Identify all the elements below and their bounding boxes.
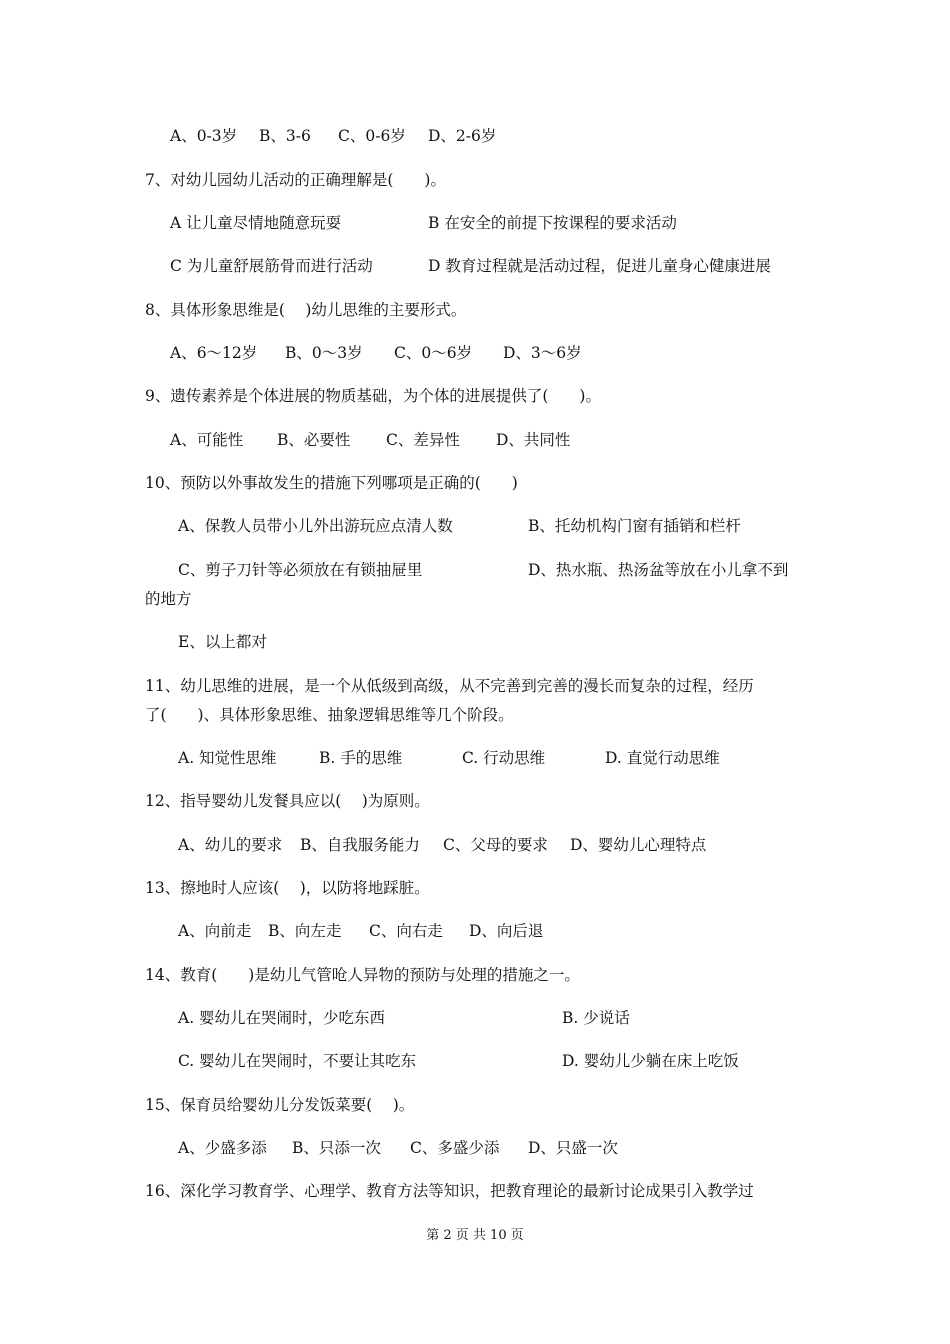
option-a: A、6～12岁 (170, 344, 258, 362)
question-text: 8、具体形象思维是( )幼儿思维的主要形式。 (145, 301, 467, 319)
option-d: D、共同性 (496, 431, 571, 449)
question-11-continued (0, 702, 950, 728)
question-text: 7、对幼儿园幼儿活动的正确理解是( )。 (145, 171, 446, 189)
question-12 (0, 788, 950, 814)
q14-options-row-1 (0, 1005, 950, 1031)
option-b: B、3-6 (259, 127, 311, 145)
option-d: D. 直觉行动思维 (605, 749, 720, 767)
q8-options (0, 340, 950, 366)
option-a: A. 知觉性思维 (178, 749, 277, 767)
option-b: B. 少说话 (562, 1009, 630, 1027)
option-c: C. 行动思维 (462, 749, 546, 767)
option-b: B、只添一次 (292, 1139, 381, 1157)
question-text: 11、幼儿思维的进展，是一个从低级到高级，从不完善到完善的漫长而复杂的过程，经历 (145, 677, 754, 695)
option-c: C、0～6岁 (394, 344, 473, 362)
option-a: A、幼儿的要求 (178, 836, 283, 854)
option-b: B、自我服务能力 (300, 836, 420, 854)
option-b: B. 手的思维 (319, 749, 403, 767)
q10-option-e (0, 629, 950, 655)
question-text: 9、遗传素养是个体进展的物质基础，为个体的进展提供了( )。 (145, 387, 601, 405)
option-d: D、只盛一次 (528, 1139, 618, 1157)
option-c: C、剪子刀针等必须放在有锁抽屉里 (178, 561, 423, 579)
question-10 (0, 470, 950, 496)
option-c: C、差异性 (386, 431, 460, 449)
q7-options-row-2 (0, 253, 950, 279)
option-d: D、向后退 (469, 922, 544, 940)
option-d: D、2-6岁 (428, 127, 497, 145)
question-7 (0, 167, 950, 193)
question-text: 12、指导婴幼儿发餐具应以( )为原则。 (145, 792, 430, 810)
question-16 (0, 1178, 950, 1204)
question-text: 13、擦地时人应该( )，以防将地踩脏。 (145, 879, 430, 897)
option-b: B、必要性 (277, 431, 351, 449)
option-d: D. 婴幼儿少躺在床上吃饭 (562, 1052, 739, 1070)
option-c: C、向右走 (369, 922, 443, 940)
option-c: C 为儿童舒展筋骨而进行活动 (170, 257, 373, 275)
option-b: B、0～3岁 (285, 344, 363, 362)
q15-options (0, 1135, 950, 1161)
question-15 (0, 1092, 950, 1118)
question-text: 14、教育( )是幼儿气管呛人异物的预防与处理的措施之一。 (145, 966, 580, 984)
q14-options-row-2 (0, 1048, 950, 1074)
option-c: C、多盛少添 (410, 1139, 500, 1157)
option-b: B、托幼机构门窗有插销和栏杆 (528, 517, 741, 535)
question-13 (0, 875, 950, 901)
question-text: 15、保育员给婴幼儿分发饭菜要( )。 (145, 1096, 415, 1114)
q12-options (0, 832, 950, 858)
option-d: D 教育过程就是活动过程，促进儿童身心健康进展 (428, 257, 771, 275)
q9-options (0, 427, 950, 453)
question-text: 10、预防以外事故发生的措施下列哪项是正确的( ) (145, 474, 518, 492)
option-b: B 在安全的前提下按课程的要求活动 (428, 214, 677, 232)
question-14 (0, 962, 950, 988)
q6-options (0, 123, 950, 149)
page-number-footer: 第 2 页 共 10 页 (426, 1228, 524, 1243)
question-text: 了( )、具体形象思维、抽象逻辑思维等几个阶段。 (145, 706, 514, 724)
q13-options (0, 918, 950, 944)
option-e: E、以上都对 (178, 633, 267, 651)
option-d: D、婴幼儿心理特点 (570, 836, 707, 854)
option-d: D、3～6岁 (503, 344, 582, 362)
q10-option-d-continued (0, 586, 950, 612)
q7-options-row-1 (0, 210, 950, 236)
option-a: A. 婴幼儿在哭闹时，少吃东西 (178, 1009, 386, 1027)
question-8 (0, 297, 950, 323)
option-a: A、0-3岁 (170, 127, 238, 145)
option-a: A 让儿童尽情地随意玩耍 (170, 214, 342, 232)
question-9 (0, 383, 950, 409)
question-text: 16、深化学习教育学、心理学、教育方法等知识，把教育理论的最新讨论成果引入教学过 (145, 1182, 754, 1200)
option-a: A、保教人员带小儿外出游玩应点清人数 (178, 517, 453, 535)
option-d: D、热水瓶、热汤盆等放在小儿拿不到 (528, 561, 789, 579)
option-a: A、向前走 (178, 922, 252, 940)
q11-options (0, 745, 950, 771)
question-11 (0, 673, 950, 699)
option-a: A、可能性 (170, 431, 244, 449)
q10-options-row-2 (0, 557, 950, 583)
option-text: 的地方 (145, 590, 192, 608)
option-a: A、少盛多添 (178, 1139, 267, 1157)
option-b: B、向左走 (268, 922, 342, 940)
q10-options-row-1 (0, 513, 950, 539)
option-c: C. 婴幼儿在哭闹时，不要让其吃东 (178, 1052, 417, 1070)
option-c: C、0-6岁 (338, 127, 406, 145)
option-c: C、父母的要求 (443, 836, 548, 854)
